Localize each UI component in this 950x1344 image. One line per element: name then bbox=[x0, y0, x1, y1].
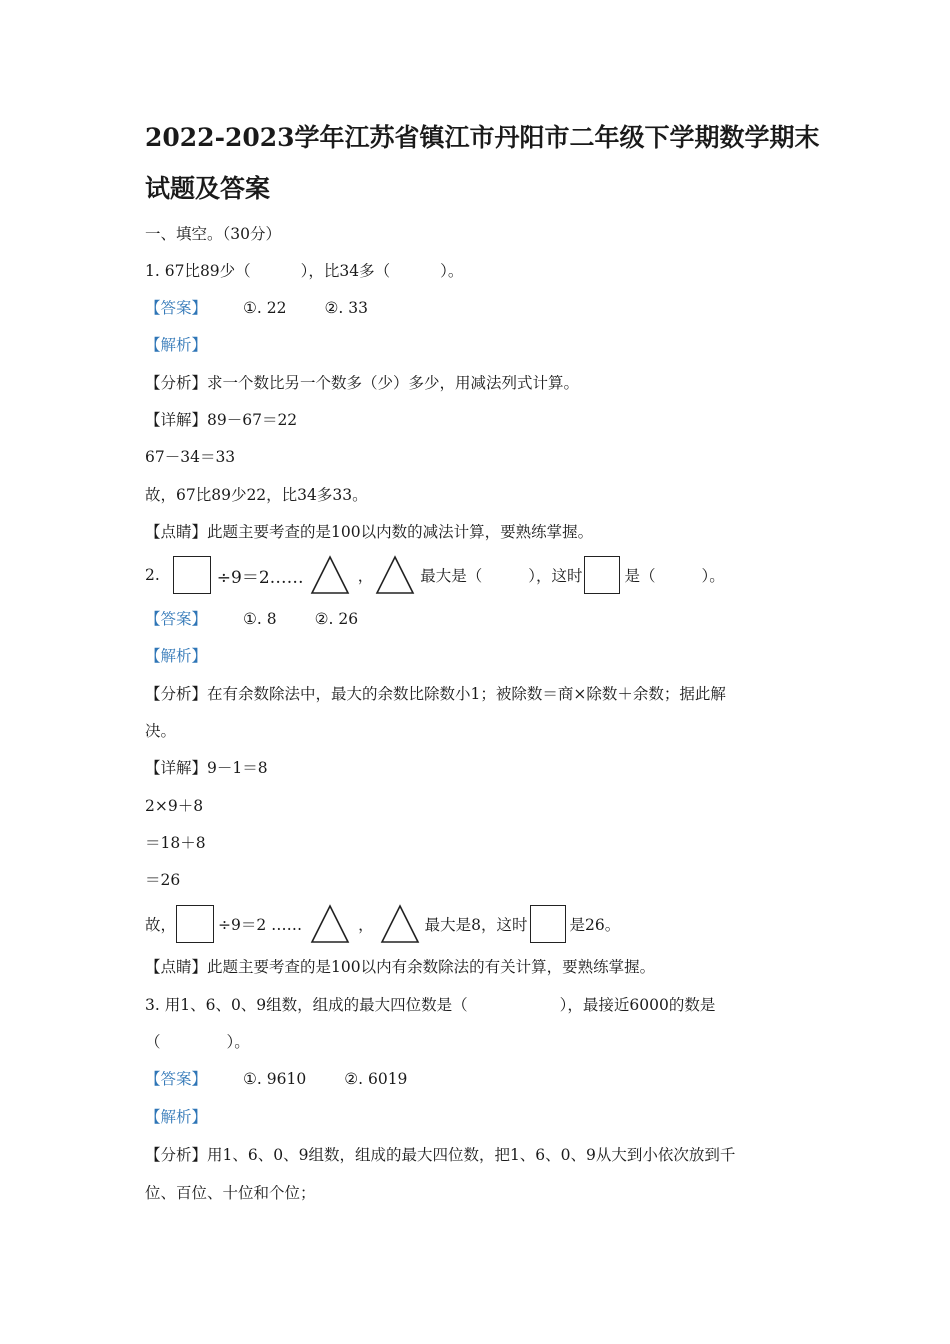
q1-analysis-label: 【解析】 bbox=[145, 336, 208, 354]
doc-title-line1: 2022-2023学年江苏省镇江市丹阳市二年级下学期数学期末 bbox=[145, 123, 820, 152]
q3-stem-2: （ ）。 bbox=[145, 1033, 250, 1051]
q1-stem: 1. 67比89少（ ），比34多（ ）。 bbox=[145, 262, 464, 280]
q1-xiangjie: 【详解】89－67＝22 bbox=[145, 411, 298, 429]
remainder-triangle-icon bbox=[310, 555, 350, 595]
q3-analysis-label: 【解析】 bbox=[145, 1108, 208, 1126]
q2-answer: 【答案】 ①. 8 ②. 26 bbox=[145, 610, 359, 628]
q1-calc: 67－34＝33 bbox=[145, 448, 236, 466]
answer-label: 【答案】 bbox=[145, 1070, 208, 1088]
q3-answer: 【答案】 ①. 9610 ②. 6019 bbox=[145, 1070, 408, 1088]
q2-fenxi-2: 决。 bbox=[145, 722, 177, 740]
q2-calc-2: ＝18＋8 bbox=[145, 834, 206, 852]
remainder-triangle-icon bbox=[375, 555, 415, 595]
q3-fenxi-2: 位、百位、十位和个位； bbox=[145, 1184, 316, 1202]
q1-conclusion: 故，67比89少22，比34多33。 bbox=[145, 486, 368, 504]
q2-dianjing: 【点睛】此题主要考查的是100以内有余数除法的有关计算，要熟练掌握。 bbox=[145, 958, 656, 976]
dividend-box bbox=[584, 556, 620, 594]
q2-xiangjie: 【详解】9－1＝8 bbox=[145, 759, 268, 777]
q2-conclusion: 故， ÷9＝2 …… ， 最大是8，这时 是26。 bbox=[145, 904, 620, 944]
dividend-box bbox=[530, 905, 566, 943]
q3-stem-1: 3. 用1、6、0、9组数，组成的最大四位数是（ ），最接近6000的数是 bbox=[145, 996, 716, 1014]
q2-fenxi-1: 【分析】在有余数除法中，最大的余数比除数小1；被除数＝商×除数＋余数；据此解 bbox=[145, 685, 726, 703]
doc-title-line2: 试题及答案 bbox=[145, 174, 271, 203]
answer-label: 【答案】 bbox=[145, 610, 208, 628]
q2-stem: 2. ÷9＝2…… ， 最大是（ ），这时 是（ ）。 bbox=[145, 555, 725, 595]
q2-analysis-label: 【解析】 bbox=[145, 647, 208, 665]
dividend-box bbox=[176, 905, 214, 943]
q1-fenxi: 【分析】求一个数比另一个数多（少）多少，用减法列式计算。 bbox=[145, 374, 580, 392]
q2-calc-1: 2×9＋8 bbox=[145, 797, 204, 815]
dividend-box bbox=[173, 556, 211, 594]
answer-label: 【答案】 bbox=[145, 299, 208, 317]
q1-answer: 【答案】 ①. 22 ②. 33 bbox=[145, 299, 368, 317]
q3-fenxi-1: 【分析】用1、6、0、9组数，组成的最大四位数，把1、6、0、9从大到小依次放到千 bbox=[145, 1146, 736, 1164]
section-heading: 一、填空。（30分） bbox=[145, 225, 281, 243]
remainder-triangle-icon bbox=[310, 904, 350, 944]
q2-calc-3: ＝26 bbox=[145, 871, 181, 889]
q1-dianjing: 【点睛】此题主要考查的是100以内数的减法计算，要熟练掌握。 bbox=[145, 523, 594, 541]
remainder-triangle-icon bbox=[380, 904, 420, 944]
